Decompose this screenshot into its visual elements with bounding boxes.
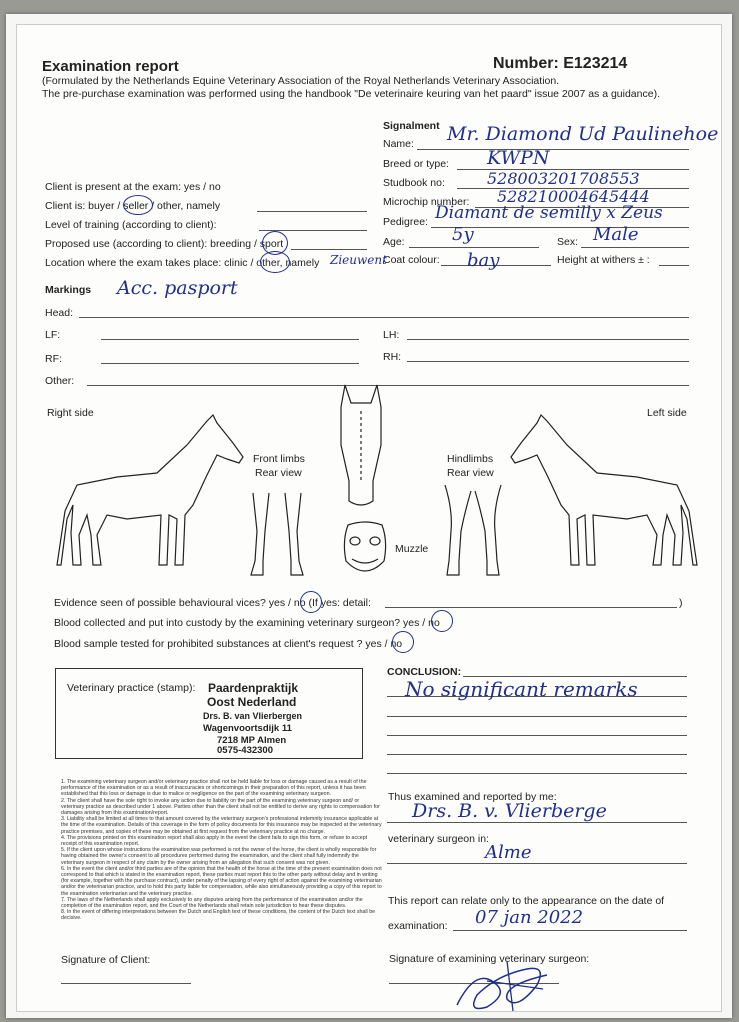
client-buyer-question: Client is: buyer / seller / other, namely [45, 200, 221, 212]
front-limbs-diagram [249, 491, 305, 577]
pedigree-value: Diamant de semilly x Zeus [435, 203, 663, 223]
head-front-diagram [337, 385, 385, 507]
studbook-value: 528003201708553 [487, 169, 640, 188]
name-value: Mr. Diamond Ud Paulinehoe [447, 123, 719, 145]
height-label: Height at withers ± : [557, 254, 650, 266]
sex-label: Sex: [557, 236, 579, 248]
blood-tested-question: Blood sample tested for prohibited substances at client's request ? yes / no [54, 638, 403, 650]
exam-date-value: 07 jan 2022 [475, 907, 584, 928]
coat-value: bay [467, 250, 500, 271]
proposed-use-question: Proposed use (according to client): breeding / sport [45, 238, 284, 250]
right-side-label: Right side [47, 407, 94, 419]
studbook-label: Studbook no: [383, 177, 445, 189]
vet-signature-scribble [447, 955, 567, 1015]
seller-circle [123, 195, 153, 215]
stamp-line-4: Wagenvoortsdijk 11 [203, 723, 292, 734]
report-number [493, 55, 627, 73]
surgeon-in-label: veterinary surgeon in: [388, 833, 489, 845]
surgeon-in-value: Alme [485, 842, 532, 863]
page-photo [6, 14, 732, 1018]
stamp-label: Veterinary practice (stamp): [67, 682, 196, 694]
breed-label: Breed or type: [383, 158, 449, 170]
exam-date-label: examination: [388, 920, 448, 932]
rf-label: RF: [45, 353, 62, 365]
vices-no-circle [300, 591, 322, 613]
legal-p7: 7. The laws of the Netherlands shall apply exclusively to any disputes arising from the performance of the examination and/or the completion of the examination report, and the Court of the Netherlands shall retain sole jurisdiction to hear these disputes. [61, 896, 363, 910]
examined-label: Thus examined and reported by me: [388, 791, 557, 803]
pedigree-label: Pedigree: [383, 216, 428, 228]
report-subtitle-1: (Formulated by the Netherlands Equine Veterinary Association of the Royal Netherlands Veterinary Association. [42, 75, 560, 87]
left-side-label: Left side [647, 407, 687, 419]
stamp-line-6: 0575-432300 [217, 745, 273, 756]
age-label: Age: [383, 236, 405, 248]
examined-value: Drs. B. v. Vlierberge [412, 800, 607, 822]
hindlimbs-label: Hindlimbs [447, 453, 494, 465]
coat-label: Coat colour: [383, 254, 440, 266]
blood-custody-no-circle [431, 610, 453, 632]
blood-tested-no-circle [392, 631, 414, 653]
legal-p5: 5. If the client upon whose instructions the examination was performed is not the owner of the horse, the client is wholly responsible for having obtained the owner's consent to all procedures performed during the examination, and the client shall fully indemnify the veterinary surgeon in respect of any claim by the owner arising from an allegation that such consent was not given. [61, 847, 377, 866]
name-label: Name: [383, 138, 414, 150]
muzzle-label: Muzzle [395, 543, 429, 555]
right-side-horse-diagram [57, 415, 247, 575]
number-label: Number: E [493, 55, 574, 72]
conclusion-label: CONCLUSION: [387, 666, 462, 678]
examination-report-sheet [16, 24, 722, 1012]
vet-signature-label: Signature of examining veterinary surgeon: [389, 953, 590, 965]
markings-value: Acc. pasport [117, 277, 238, 299]
stamp-line-3: Drs. B. van Vlierbergen [203, 711, 303, 721]
appearance-note: This report can relate only to the appearance on the date of [388, 895, 665, 907]
front-limbs-label: Front limbs [253, 453, 305, 465]
other-circle [260, 251, 290, 273]
age-value: 5y [452, 224, 474, 245]
report-subtitle-2: The pre-purchase examination was performed using the handbook "De veterinaire keuring van het paard" issue 2007 as a guidance). [42, 88, 660, 100]
hind-rear-view-label: Rear view [447, 467, 494, 479]
legal-p8: 8. In the event of differing interpretations between the Dutch and English text of these conditions, the content of the Dutch text shall be decisive. [61, 909, 376, 922]
legal-p6: 6. In the event the client and/or third parties are of the opinion that the health of the horse at the time of the present examination does not correspond to that which is stated in the examination report, these parties must report this to the other party without delay and in writing (for example, together with the purchase contract), under penalty of the lapsing of every right of action against the examining veterinarian and/or the veterinarian practice, and to hold this party liable for compensation, while also simultaneously providing a copy of this report to the examination veterinarian and the veterinary practice. [61, 865, 382, 897]
hindlimbs-diagram [443, 481, 503, 577]
legal-p1: 1. The examining veterinary surgeon and/or veterinary practice shall not be held liable for loss or damage caused as a result of the performance of the examination or as a result of inaccuracies or shortcomings in their preparation of this report, unless it has been established that this loss or damage is due to malice or negligence on the part of the examining veterinary surgeon. [61, 779, 367, 798]
report-title: Examination report [42, 58, 179, 75]
client-signature-label: Signature of Client: [61, 954, 151, 966]
blood-custody-question: Blood collected and put into custody by the examining veterinary surgeon? yes / no [54, 617, 440, 629]
microchip-label: Microchip number: [383, 196, 470, 208]
lh-label: LH: [383, 329, 400, 341]
vices-end: ) [679, 597, 683, 609]
legal-p4: 4. The provisions printed on this examination report shall also apply in the event the client fails to sign this form, or refuse to accept receipt of this examination report. [61, 834, 368, 848]
left-side-horse-diagram [507, 415, 697, 575]
number-value: 123214 [573, 55, 628, 72]
conclusion-value: No significant remarks [405, 677, 638, 701]
stamp-line-5: 7218 MP Almen [217, 735, 287, 746]
training-question: Level of training (according to client): [45, 219, 217, 231]
location-question: Location where the exam takes place: clinic / other, namely [45, 257, 320, 269]
lf-label: LF: [45, 329, 61, 341]
rh-label: RH: [383, 351, 402, 363]
vices-question: Evidence seen of possible behavioural vices? yes / no (If yes: detail: [54, 597, 371, 609]
signalment-heading: Signalment [383, 120, 440, 132]
breed-value: KWPN [487, 147, 550, 169]
legal-p2: 2. The client shall have the sole right to invoke any action due to liability on the part of the examining veterinary surgeon and/ or veterinary practice as described under 1 above. Parties other than the client shall not be entitled to derive any rights to compensation for damages arising from this examination/report. [61, 797, 380, 817]
other-markings-label: Other: [45, 375, 75, 387]
legal-conditions [61, 779, 383, 922]
front-rear-view-label: Rear view [255, 467, 302, 479]
markings-heading: Markings [45, 284, 92, 296]
head-label: Head: [45, 307, 74, 319]
client-present-question: Client is present at the exam: yes / no [45, 181, 221, 193]
microchip-value: 528210004645444 [497, 187, 650, 206]
stamp-line-1: Paardenpraktijk [208, 681, 299, 695]
legal-p3: 3. Liability shall be limited at all times to that amount covered by the veterinary surgeon's professional indemnity insurance applicable at the time of the examination. Details of this coverage in the form of policy documents for this insurance may be inspected at the veterinary practice premises, and copies of these may be obtained at first request from the veterinary practice at no charge. [61, 816, 382, 835]
client-present-mark [185, 178, 206, 195]
location-value: Zieuwent [330, 253, 387, 267]
muzzle-diagram [342, 521, 388, 577]
stamp-line-2: Oost Nederland [207, 695, 297, 709]
sex-value: Male [593, 224, 639, 245]
